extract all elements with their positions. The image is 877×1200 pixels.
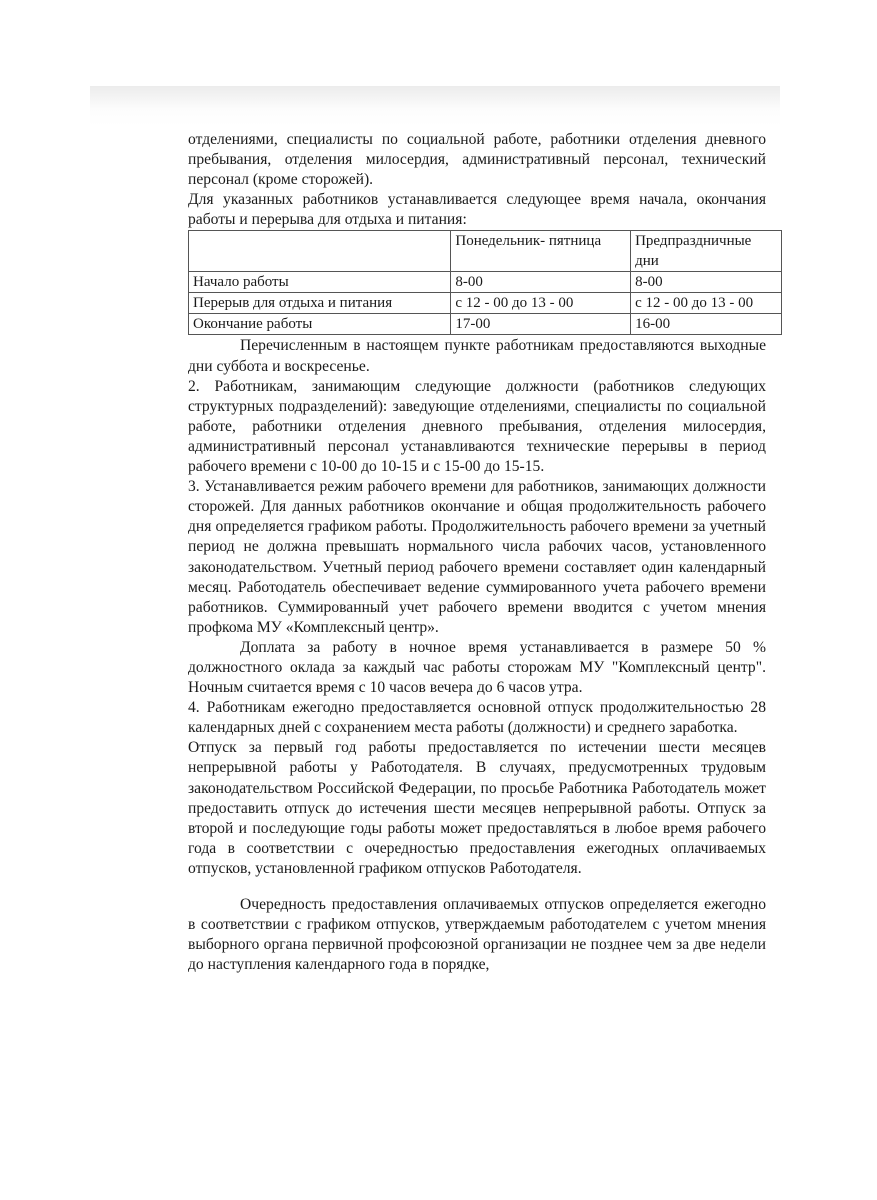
table-header-cell: Понедельник- пятница <box>451 231 631 272</box>
scan-shadow <box>90 86 780 126</box>
paragraph-item-3: 3. Устанавливается режим рабочего времени для работников, занимающих должности сторожей. Для данных работников окончание и общая продолжительность рабочего дня определяется графиком работы. Продолжительность рабочего времени за учетный период не должна превышать нормального числа рабочих часов, установленного законодательством. Учетный период рабочего времени составляет один календарный месяц. Работодатель обеспечивает ведение суммированного учета рабочего времени работников. Суммированный учет рабочего времени вводится с учетом мнения профкома МУ «Комплексный центр». <box>188 478 766 636</box>
document-page <box>188 130 766 975</box>
table-cell: 16-00 <box>631 314 782 335</box>
paragraph-item-4: 4. Работникам ежегодно предоставляется основной отпуск продолжительностью 28 календарных дней с сохранением места работы (должности) и среднего заработка. <box>188 699 766 737</box>
table-cell: Окончание работы <box>189 314 451 335</box>
paragraph-schedule-intro: Для указанных работников устанавливается следующее время начала, окончания работы и перерыва для отдыха и питания: <box>188 191 766 229</box>
table-row <box>189 272 782 293</box>
paragraph-first-year-leave: Отпуск за первый год работы предоставляется по истечении шести месяцев непрерывной работы у Работодателя. В случаях, предусмотренных трудовым законодательством Российской Федерации, по просьбе Работника Работодатель может предоставить отпуск до истечения шести месяцев непрерывной работы. Отпуск за второй и последующие годы работы может предоставляться в любое время рабочего года в соответствии с очередностью предоставления ежегодных оплачиваемых отпусков, установленной графиком отпусков Работодателя. <box>188 739 766 877</box>
paragraph-leave-order: Очередность предоставления оплачиваемых отпусков определяется ежегодно в соответствии с графиком отпусков, утверждаемым работодателем с учетом мнения выборного органа первичной профсоюзной организации не позднее чем за две недели до наступления календарного года в порядке, <box>188 896 766 974</box>
table-header-cell: Предпраздничные дни <box>631 231 782 272</box>
table-cell: 8-00 <box>451 272 631 293</box>
table-header-cell <box>189 231 451 272</box>
paragraph-intro: отделениями, специалисты по социальной работе, работники отделения дневного пребывания, отделения милосердия, административный персонал, технический персонал (кроме сторожей). <box>188 131 766 189</box>
table-cell: 17-00 <box>451 314 631 335</box>
table-row <box>189 293 782 314</box>
paragraph-days-off: Перечисленным в настоящем пункте работникам предоставляются выходные дни суббота и воскресенье. <box>188 337 766 375</box>
paragraph-item-2: 2. Работникам, занимающим следующие должности (работников следующих структурных подразделений): заведующие отделениями, специалисты по социальной работе, работники отделения дневного пребывания, отделения милосердия, административный персонал устанавливаются технические перерывы в период рабочего времени с 10-00 до 10-15 и с 15-00 до 15-15. <box>188 377 766 476</box>
work-schedule-table <box>188 230 782 335</box>
table-cell: Начало работы <box>189 272 451 293</box>
table-header-row <box>189 231 782 272</box>
table-cell: 8-00 <box>631 272 782 293</box>
paragraph-night-pay: Доплата за работу в ночное время устанавливается в размере 50 % должностного оклада за каждый час работы сторожам МУ "Комплексный центр". Ночным считается время с 10 часов вечера до 6 часов утра. <box>188 638 766 697</box>
table-cell: Перерыв для отдыха и питания <box>189 293 451 314</box>
table-cell: с 12 - 00 до 13 - 00 <box>631 293 782 314</box>
table-row <box>189 314 782 335</box>
table-cell: с 12 - 00 до 13 - 00 <box>451 293 631 314</box>
